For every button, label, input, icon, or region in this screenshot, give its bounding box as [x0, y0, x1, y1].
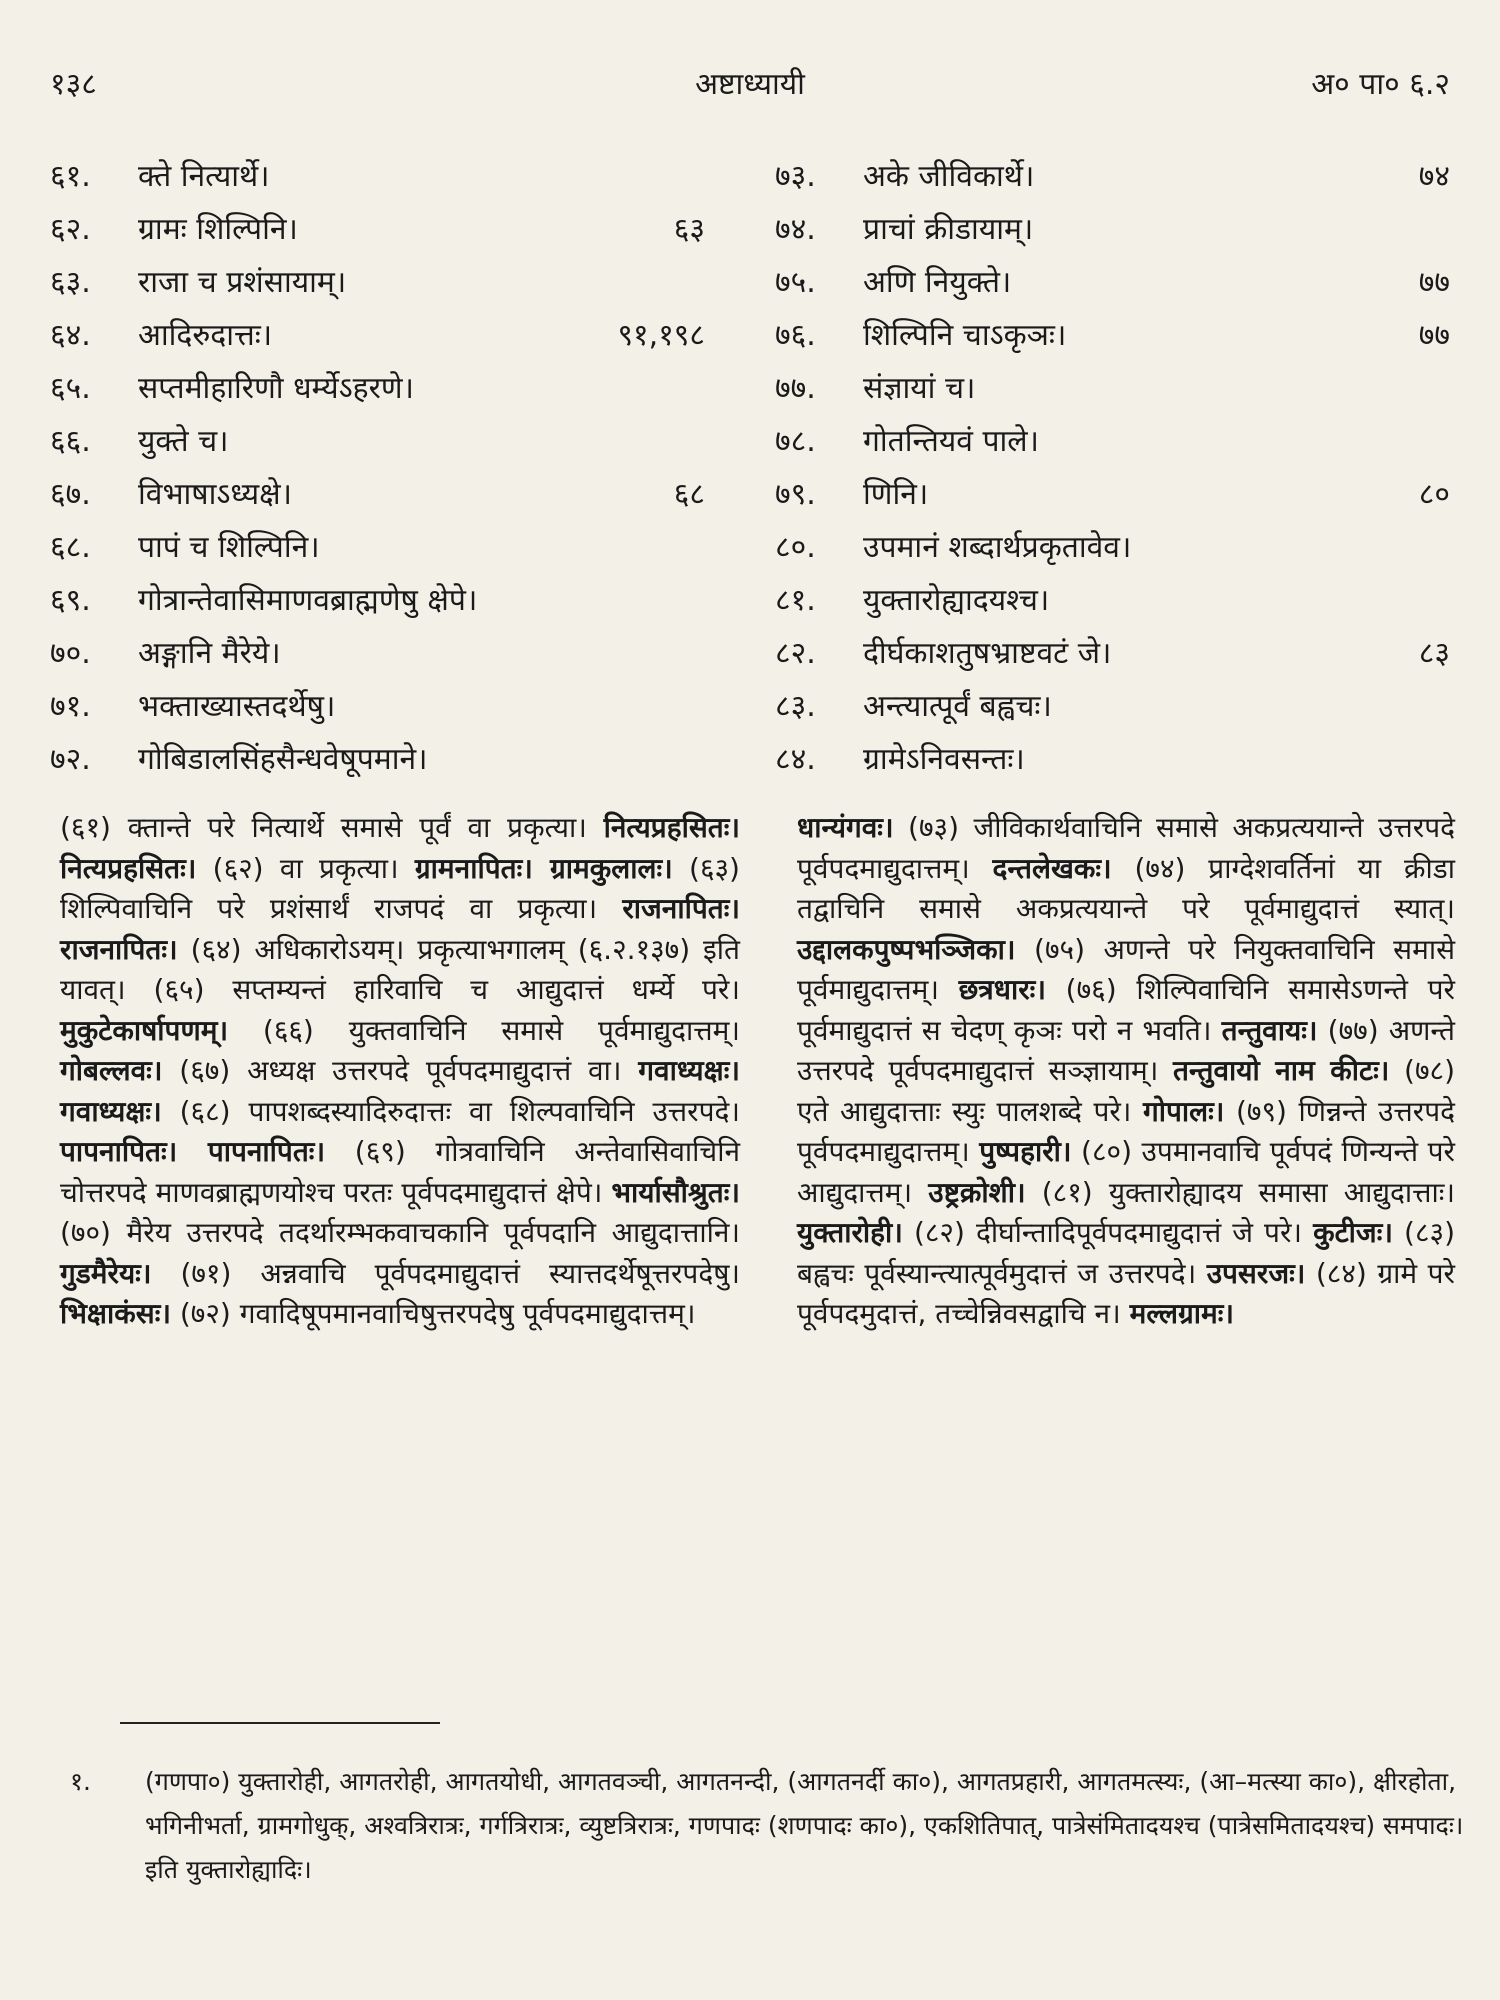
sutra-number: ७२. [50, 742, 91, 777]
example-word: कुटीजः। [1313, 1216, 1393, 1249]
sutra-cross-reference: ६८ [673, 477, 705, 512]
example-word: गुडमैरेयः। [60, 1256, 152, 1290]
sutra-row [50, 309, 730, 362]
sutra-text: गोत्रान्तेवासिमाणवब्राह्मणेषु क्षेपे। [138, 583, 478, 618]
sutra-text: अके जीविकार्थे। [863, 159, 1035, 194]
example-word: उद्दालकपुष्पभञ्जिका। [797, 932, 1016, 966]
sutra-text: अङ्गानि मैरेये। [138, 636, 281, 671]
sutra-number: ७८. [775, 424, 816, 459]
commentary-text: (८०) उपमानवाचि पूर्वपदं णिन्यन्ते परे आद्युदात्तम्। [797, 1135, 1455, 1209]
sutra-column-right [775, 150, 1450, 786]
commentary-text: (७८) एते आद्युदात्ताः स्युः पालशब्दे परे। [797, 1054, 1455, 1128]
sutra-column-left [50, 150, 730, 786]
sutra-row [50, 256, 730, 309]
footnote-text: (गणपा०) युक्तारोही, आगतरोही, आगतयोधी, आगतवञ्ची, आगतनन्दी, (आगतनर्दी का०), आगतप्रहारी, आगतमत्स्यः, (आ–मत्स्या का०), क्षीरहोता, भगिनीभर्ता, ग्रामगोधुक्, अश्वत्रिरात्रः, गर्गत्रिरात्रः, व्युष्टत्रिरात्रः, गणपादः (शणपादः का०), एकशितिपात्, पात्रेसंमितादयश्च (पात्रेसमितादयश्च) समपादः। इति युक्तारोह्यादिः। [145, 1767, 1464, 1884]
sutra-row [775, 627, 1450, 680]
sutra-row [775, 256, 1450, 309]
sutra-text: णिनि। [863, 477, 929, 512]
example-word: ग्रामनापितः। ग्रामकुलालः। [414, 851, 673, 885]
commentary-text: (७५) अणन्ते परे नियुक्तवाचिनि समासे पूर्वमाद्युदात्तम्। [797, 932, 1455, 1006]
sutra-row [50, 468, 730, 521]
commentary-text: (६४) अधिकारोऽयम्। प्रकृत्याभगालम् (६.२.१३७) इति यावत्। (६५) सप्तम्यन्तं हारिवाचि च आद्युदात्तं धर्म्ये परे। [60, 932, 740, 1006]
sutra-row [775, 468, 1450, 521]
example-word: युक्तारोही। [797, 1216, 903, 1249]
sutra-row [50, 733, 730, 786]
sutra-number: ७९. [775, 477, 816, 512]
sutra-text: आदिरुदात्तः। [138, 318, 273, 353]
sutra-text: पापं च शिल्पिनि। [138, 530, 320, 565]
sutra-row [775, 574, 1450, 627]
sutra-number: ६१. [50, 159, 91, 194]
sutra-number: ७७. [775, 371, 816, 406]
footnote-number: १. [70, 1767, 91, 1796]
example-word: भार्यासौश्रुतः। [611, 1175, 740, 1209]
sutra-number: ७५. [775, 265, 816, 300]
commentary-text: (८३) बह्वचः पूर्वस्यान्त्यात्पूर्वमुदात्तं ज उत्तरपदे। [797, 1216, 1455, 1290]
footnote [70, 1760, 1465, 1892]
commentary-text: (७३) जीविकार्थवाचिनि समासे अकप्रत्ययान्ते उत्तरपदे पूर्वपदमाद्युदात्तम्। [797, 811, 1455, 885]
sutra-number: ६६. [50, 424, 91, 459]
sutra-text: अणि नियुक्ते। [863, 265, 1012, 300]
example-word: उपसरजः। [1206, 1256, 1306, 1290]
commentary-text: (६७) अध्यक्ष उत्तरपदे पूर्वपदमाद्युदात्तं वा। [162, 1054, 639, 1087]
sutra-number: ६७. [50, 477, 91, 512]
example-word: दन्तलेखकः। [992, 851, 1112, 885]
sutra-text: संज्ञायां च। [863, 371, 976, 406]
example-word: राजनापितः। राजनापितः। [60, 892, 740, 966]
sutra-number: ७०. [50, 636, 91, 671]
sutra-cross-reference: ७७ [1418, 265, 1450, 300]
commentary-text: (८१) युक्तारोह्यादय समासा आद्युदात्ताः। [1025, 1175, 1455, 1209]
sutra-number: ८४. [775, 742, 816, 777]
commentary-text: (८४) ग्रामे परे पूर्वपदमुदात्तं, तच्चेन्निवसद्वाचि न। [797, 1256, 1455, 1330]
sutra-number: ७६. [775, 318, 816, 353]
example-word: गोपालः। [1142, 1094, 1225, 1128]
sutra-row [775, 309, 1450, 362]
commentary-text: (७४) प्राग्देशवर्तिनां या क्रीडा तद्वाचिनि समासे अकप्रत्ययान्ते परे पूर्वमाद्युदात्तं स्यात्। [797, 851, 1455, 925]
sutra-row [775, 680, 1450, 733]
example-word: तन्तुवायः। [1221, 1013, 1318, 1047]
example-word: मल्लग्रामः। [1129, 1297, 1235, 1330]
page-number: १३८ [50, 67, 97, 102]
sutra-text: क्ते नित्यार्थे। [138, 159, 270, 194]
sutra-cross-reference: ८० [1418, 477, 1450, 512]
example-word: नित्यप्रहसितः। नित्यप्रहसितः। [60, 811, 740, 885]
sutra-row [50, 203, 730, 256]
sutra-number: ८३. [775, 689, 816, 724]
sutra-number: ६८. [50, 530, 91, 565]
commentary-text: (६९) गोत्रवाचिनि अन्तेवासिवाचिनि चोत्तरपदे माणवब्राह्मणयोश्च परतः पूर्वपदमाद्युदात्तं क्षेपे। [60, 1135, 740, 1209]
commentary-text: (७९) णिन्नन्ते उत्तरपदे पूर्वपदमाद्युदात्तम्। [797, 1094, 1455, 1168]
sutra-number: ८०. [775, 530, 816, 565]
sutra-text: प्राचां क्रीडायाम्। [863, 212, 1034, 247]
commentary-text: (६६) युक्तवाचिनि समासे पूर्वमाद्युदात्तम्। [228, 1013, 740, 1047]
example-word: तन्तुवायो नाम कीटः। [1172, 1054, 1390, 1087]
sutra-row [50, 574, 730, 627]
section-reference: अ० पा० ६.२ [1311, 67, 1450, 102]
sutra-text: दीर्घकाशतुषभ्राष्टवटं जे। [863, 636, 1112, 671]
sutra-text: उपमानं शब्दार्थप्रकृतावेव। [863, 530, 1132, 565]
commentary-text: (७१) अन्नवाचि पूर्वपदमाद्युदात्तं स्यात्तदर्थेषूत्तरपदेषु। [151, 1256, 740, 1290]
sutra-text: अन्त्यात्पूर्वं बह्वचः। [863, 689, 1052, 724]
commentary-text: (६२) वा प्रकृत्या। [196, 851, 415, 885]
sutra-number: ७३. [775, 159, 816, 194]
sutra-row [50, 627, 730, 680]
example-word: उष्ट्रक्रोशी। [928, 1175, 1026, 1209]
sutra-text: युक्तारोह्यादयश्च। [863, 583, 1050, 618]
sutra-number: ६४. [50, 318, 91, 353]
commentary-text: (८२) दीर्घान्तादिपूर्वपदमाद्युदात्तं जे परे। [902, 1216, 1314, 1249]
sutra-row [775, 150, 1450, 203]
sutra-cross-reference: ८३ [1418, 636, 1450, 671]
sutra-row [50, 521, 730, 574]
commentary-text: (७७) अणन्ते उत्तरपदे पूर्वपदमाद्युदात्तं सञ्ज्ञायाम्। [797, 1013, 1455, 1087]
sutra-row [775, 521, 1450, 574]
sutra-cross-reference: ७४ [1418, 159, 1450, 194]
sutra-number: ६५. [50, 371, 91, 406]
commentary-column-right [797, 808, 1455, 1335]
commentary-text: (७०) मैरेय उत्तरपदे तदर्थारम्भकवाचकानि पूर्वपदानि आद्युदात्तानि। [60, 1216, 740, 1249]
sutra-text: सप्तमीहारिणौ धर्म्येऽहरणे। [138, 371, 414, 406]
sutra-cross-reference: ७७ [1418, 318, 1450, 353]
sutra-text: राजा च प्रशंसायाम्। [138, 265, 347, 300]
sutra-row [50, 680, 730, 733]
commentary-text: (६१) क्तान्ते परे नित्यार्थे समासे पूर्वं वा प्रकृत्या। [60, 811, 604, 844]
example-word: छत्रधारः। [958, 973, 1046, 1006]
footnote-divider [120, 1722, 440, 1724]
sutra-text: ग्रामः शिल्पिनि। [138, 212, 298, 247]
example-word: मुकुटेकार्षापणम्। [60, 1013, 229, 1047]
sutra-text: विभाषाऽध्यक्षे। [138, 477, 292, 512]
example-word: गोबल्लवः। [60, 1054, 163, 1087]
sutra-number: ६९. [50, 583, 91, 618]
example-word: भिक्षाकंसः। [60, 1297, 171, 1330]
sutra-number: ८२. [775, 636, 816, 671]
sutra-row [50, 415, 730, 468]
sutra-number: ७१. [50, 689, 91, 724]
page-title: अष्टाध्यायी [695, 67, 805, 102]
sutra-number: ६२. [50, 212, 91, 247]
commentary-column-left [60, 808, 740, 1335]
example-word: गवाध्यक्षः। गवाध्यक्षः। [60, 1054, 740, 1128]
example-word: पापनापितः। पापनापितः। [60, 1135, 326, 1168]
commentary-text: (६८) पापशब्दस्यादिरुदात्तः वा शिल्पवाचिनि उत्तरपदे। [161, 1094, 740, 1128]
sutra-number: ८१. [775, 583, 816, 618]
sutra-cross-reference: ६३ [673, 212, 705, 247]
sutra-text: ग्रामेऽनिवसन्तः। [863, 742, 1025, 777]
example-word: पुष्पहारी। [979, 1135, 1072, 1168]
sutra-text: युक्ते च। [138, 424, 229, 459]
commentary-text: (६३) शिल्पिवाचिनि परे प्रशंसार्थं राजपदं वा प्रकृत्या। [60, 851, 740, 925]
sutra-row [775, 203, 1450, 256]
sutra-row [775, 733, 1450, 786]
sutra-number: ७४. [775, 212, 816, 247]
example-word: धान्यंगवः। [797, 811, 894, 844]
sutra-number: ६३. [50, 265, 91, 300]
sutra-row [775, 362, 1450, 415]
sutra-row [50, 150, 730, 203]
sutra-text: गोबिडालसिंहसैन्धवेषूपमाने। [138, 742, 428, 777]
sutra-row [50, 362, 730, 415]
page-header [50, 62, 1450, 112]
sutra-row [775, 415, 1450, 468]
sutra-cross-reference: ९१,१९८ [617, 318, 705, 353]
commentary-text: (७२) गवादिषूपमानवाचिषुत्तरपदेषु पूर्वपदमाद्युदात्तम्। [170, 1297, 696, 1330]
commentary-text: (७६) शिल्पिवाचिनि समासेऽणन्ते परे पूर्वमाद्युदात्तं स चेदण् कृञः परो न भवति। [797, 973, 1455, 1047]
sutra-text: भक्ताख्यास्तदर्थेषु। [138, 689, 336, 724]
sutra-text: शिल्पिनि चाऽकृञः। [863, 318, 1067, 353]
sutra-text: गोतन्तियवं पाले। [863, 424, 1040, 459]
